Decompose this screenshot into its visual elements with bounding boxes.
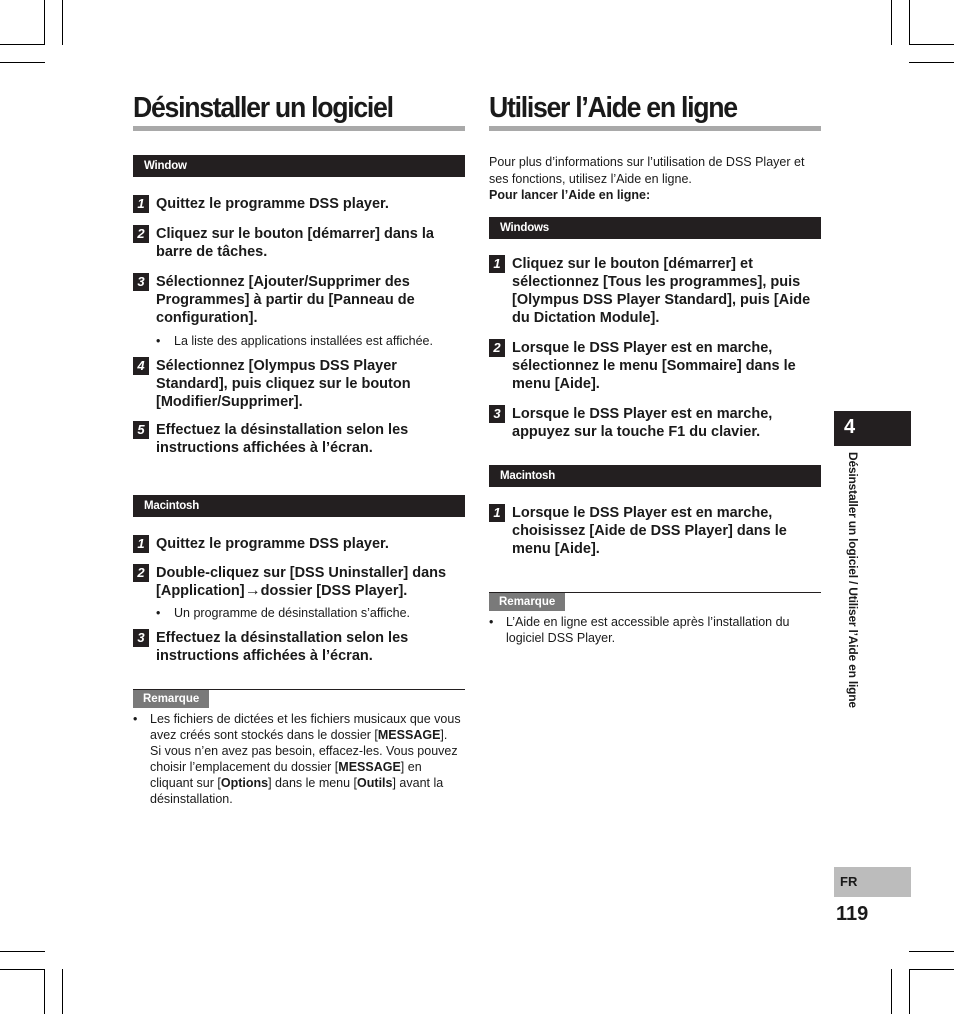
crop-mark <box>909 969 954 970</box>
right-column <box>489 92 821 646</box>
remark-text: L’Aide en ligne est accessible après l’installation du logiciel DSS Player. <box>506 614 790 645</box>
ui-term: Ajouter/Supprimer des Programmes <box>156 274 410 308</box>
page-number: 119 <box>836 903 869 925</box>
remark-label: Remarque <box>489 593 565 611</box>
remark-text: ] en cliquant sur [ <box>150 760 422 790</box>
remark-header <box>133 689 465 709</box>
crop-mark <box>44 0 45 45</box>
step-text: ] <box>239 583 245 599</box>
ui-term: démarrer <box>312 226 376 242</box>
ui-term: Panneau de configuration <box>156 292 415 326</box>
step-item <box>133 535 465 553</box>
page-title-uninstall: Désinstaller un logiciel <box>133 92 393 124</box>
ui-term: Tous les programmes <box>607 273 758 290</box>
step-number: 3 <box>133 273 149 291</box>
ui-term: Olympus DSS Player Standard <box>516 291 728 308</box>
step-text: Sélectionnez [ <box>156 358 254 374</box>
remark-paragraph <box>150 743 465 807</box>
step-text: ]. <box>590 540 600 557</box>
step-number: 2 <box>489 339 505 357</box>
step-number: 2 <box>133 225 149 243</box>
chapter-number: 4 <box>844 416 856 438</box>
step-text: ]. <box>248 310 258 326</box>
ui-term: Aide de DSS Player <box>594 522 728 539</box>
ui-term: Aide <box>559 540 591 557</box>
ui-term: MESSAGE <box>377 728 441 742</box>
step-number: 5 <box>133 421 149 439</box>
bullet: • <box>489 614 494 629</box>
step-text: ] dans la barre de tâches. <box>156 226 434 260</box>
crop-mark <box>0 969 45 970</box>
step-item <box>133 225 465 261</box>
running-title-text: Désinstaller un logiciel / Utiliser l’Aide en ligne <box>846 452 860 708</box>
crop-mark <box>0 951 45 952</box>
step-number: 1 <box>489 504 505 522</box>
arrow-icon: → <box>244 582 261 599</box>
step-text: ], puis cliquez sur le bouton [ <box>156 376 411 410</box>
chapter-tab <box>834 411 911 446</box>
step-text: ]. <box>650 309 660 326</box>
crop-mark <box>909 951 954 952</box>
section-header-windows: Window <box>133 155 465 177</box>
crop-mark <box>44 969 45 1014</box>
step-text: Cliquez sur le bouton [ <box>156 226 313 242</box>
ui-term: Application <box>160 583 240 599</box>
remark-header <box>489 592 821 612</box>
step-number: 1 <box>133 195 149 213</box>
crop-mark <box>0 44 45 45</box>
step-text: Quittez le programme DSS player. <box>156 536 389 552</box>
language-tab <box>834 867 911 897</box>
running-title <box>844 452 862 752</box>
section-header-macintosh: Macintosh <box>489 465 821 487</box>
step-text: Sélectionnez [ <box>156 274 254 290</box>
step-item <box>133 564 465 600</box>
step-text: Quittez le programme DSS player. <box>156 196 389 212</box>
remark-text: ]. <box>440 728 448 742</box>
step-note: • Un programme de désinstallation s’affiche. <box>133 605 465 621</box>
remark-label: Remarque <box>133 690 209 708</box>
crop-mark <box>909 62 954 63</box>
step-item <box>489 405 821 441</box>
step-text: ]. <box>293 394 303 410</box>
step-text: ]. <box>590 375 600 392</box>
step-text: ] dans le menu [ <box>512 357 796 392</box>
ui-term: Modifier/Supprimer <box>160 394 294 410</box>
ui-term: Aide <box>559 375 591 392</box>
bullet: • <box>133 712 138 726</box>
step-item <box>133 273 465 327</box>
ui-term: Aide du Dictation Module <box>512 291 811 326</box>
ui-term: Olympus DSS Player Standard <box>156 358 397 392</box>
remark-item <box>489 614 821 646</box>
step-text: ]. <box>398 583 408 599</box>
title-rule <box>133 126 465 131</box>
left-column <box>133 92 465 807</box>
step-text: Lorsque le DSS Player est en marche, choisissez [ <box>512 504 773 539</box>
crop-mark <box>909 0 910 45</box>
crop-mark <box>62 969 63 1014</box>
step-item <box>133 421 465 457</box>
step-text: ] à partir du [ <box>244 292 334 308</box>
step-item <box>489 339 821 393</box>
ui-term: DSS Player <box>321 583 399 599</box>
ui-term: Sommaire <box>666 357 737 374</box>
step-number: 1 <box>489 255 505 273</box>
remark-text: Si vous n’en avez pas besoin, effacez-les. Vous pouvez choisir l’emplacement du dossier [ <box>150 744 458 774</box>
step-text: ], puis [ <box>512 273 801 308</box>
ui-term: DSS Uninstaller <box>294 565 404 581</box>
ui-term: Options <box>220 776 269 790</box>
section-header-macintosh: Macintosh <box>133 495 465 517</box>
crop-mark <box>0 62 45 63</box>
step-text: Double-cliquez sur [ <box>156 565 295 581</box>
step-item <box>133 195 465 213</box>
step-number: 3 <box>489 405 505 423</box>
page-title-help: Utiliser l’Aide en ligne <box>489 92 737 124</box>
step-text: ], puis [ <box>727 291 779 308</box>
remark-paragraph <box>150 711 465 743</box>
step-text: Lorsque le DSS Player est en marche, sélectionnez le menu [ <box>512 339 773 374</box>
step-text: Cliquez sur le bouton [démarrer] et sélectionnez [ <box>512 255 753 290</box>
language-label: FR <box>840 874 858 889</box>
step-item <box>133 629 465 665</box>
remark-text: ] dans le menu [ <box>268 776 358 790</box>
title-rule <box>489 126 821 131</box>
step-number: 3 <box>133 629 149 647</box>
ui-term: MESSAGE <box>338 760 401 774</box>
step-text: Effectuez la désinstallation selon les instructions affichées à l’écran. <box>156 422 409 456</box>
step-text: Effectuez la désinstallation selon les instructions affichées à l’écran. <box>156 630 409 664</box>
crop-mark <box>891 969 892 1014</box>
remark-text: Les fichiers de dictées et les fichiers musicaux que vous avez créés sont stockés dans le dossier [ <box>150 712 461 742</box>
step-number: 2 <box>133 564 149 582</box>
step-number: 1 <box>133 535 149 553</box>
step-text: dossier [ <box>260 583 322 599</box>
step-text: ] dans le menu [ <box>512 522 787 557</box>
crop-mark <box>909 969 910 1014</box>
intro-text: Pour plus d’informations sur l’utilisation de DSS Player et ses fonctions, utilisez l’Aide en ligne. <box>489 155 805 186</box>
step-text: ] dans [ <box>156 565 447 599</box>
step-note: • La liste des applications installées est affichée. <box>133 333 465 349</box>
ui-term: Outils <box>357 776 393 790</box>
step-item <box>489 255 821 327</box>
crop-mark <box>891 0 892 45</box>
step-text: Lorsque le DSS Player est en marche, appuyez sur la touche F1 du clavier. <box>512 405 773 440</box>
intro-subheading: Pour lancer l’Aide en ligne: <box>489 188 651 202</box>
remark-item <box>133 711 465 807</box>
step-item <box>489 504 821 558</box>
section-header-windows: Windows <box>489 217 821 239</box>
step-item <box>133 357 465 411</box>
crop-mark <box>909 44 954 45</box>
remark-text: ] avant la désinstallation. <box>150 776 444 806</box>
crop-mark <box>62 0 63 45</box>
step-number: 4 <box>133 357 149 375</box>
